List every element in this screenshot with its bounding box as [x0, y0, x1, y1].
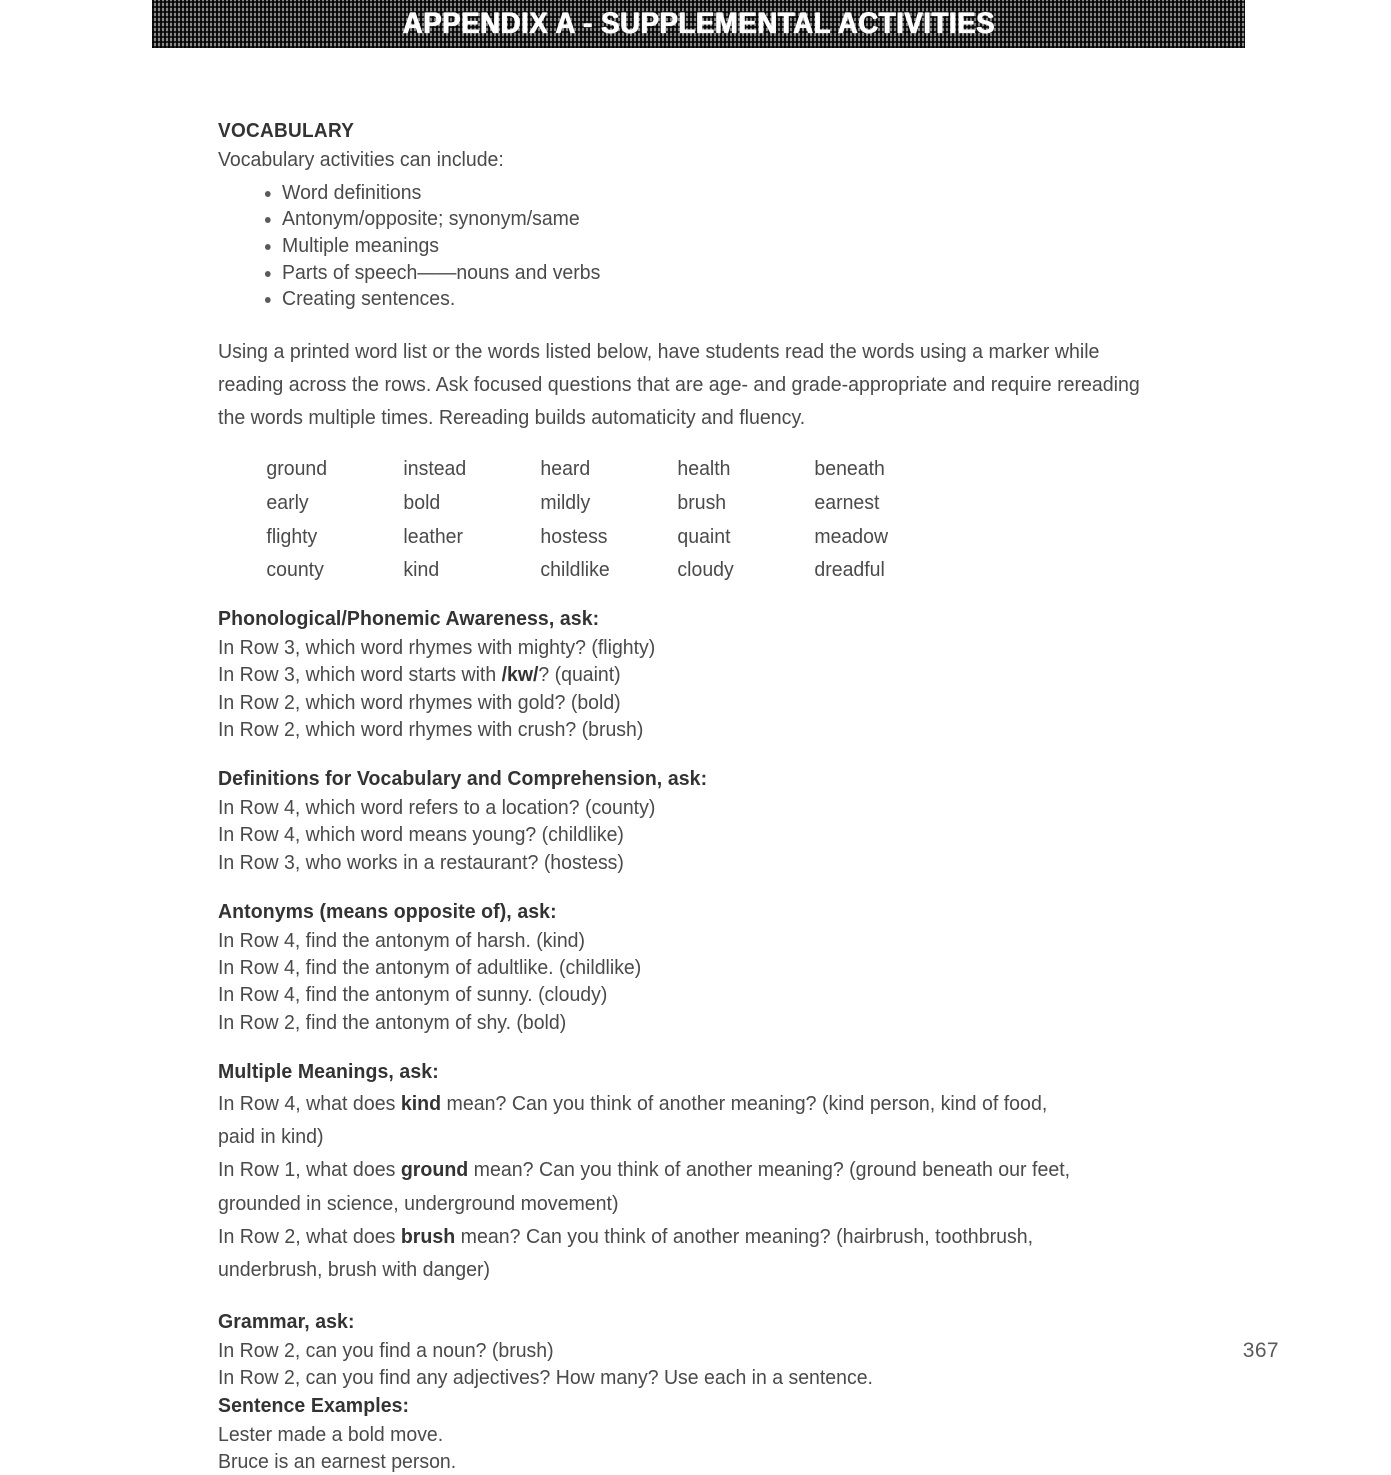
word-cell: earnest [814, 491, 880, 515]
sentence-examples-heading: Sentence Examples: [218, 1393, 410, 1417]
mm-pre: In Row 1, what does [218, 1158, 401, 1182]
antonyms-line: In Row 4, find the antonym of harsh. (kind) [218, 928, 585, 952]
word-cell: county [266, 558, 324, 582]
antonyms-line: In Row 4, find the antonym of adultlike. (childlike) [218, 956, 642, 980]
grammar-line: In Row 2, can you find a noun? (brush) [218, 1339, 554, 1363]
mm-post: mean? Can you think of another meaning? (hairbrush, toothbrush, underbrush, brush with danger) [218, 1224, 1034, 1281]
vocabulary-heading: VOCABULARY [218, 120, 355, 142]
table-row [263, 490, 948, 524]
word-cell: ground [266, 457, 328, 481]
word-list-grid [263, 456, 948, 591]
sentence-example: Lester made a bold move. [218, 1422, 444, 1446]
spacer [218, 743, 1158, 765]
phonological-line: In Row 2, which word rhymes with gold? (bold) [218, 690, 621, 714]
mm-word: kind [400, 1091, 442, 1115]
word-cell: mildly [540, 491, 591, 515]
phonological-line: In Row 3, which word rhymes with mighty? (flighty) [218, 636, 656, 660]
table-row [263, 557, 948, 591]
page-number: 367 [1242, 1339, 1279, 1362]
word-cell: flighty [266, 524, 318, 548]
spacer [218, 591, 1158, 605]
mm-pre: In Row 4, what does [218, 1091, 401, 1115]
antonyms-heading: Antonyms (means opposite of), ask: [218, 899, 557, 923]
spacer [218, 876, 1158, 898]
multiple-meanings-heading: Multiple Meanings, ask: [218, 1059, 439, 1083]
word-cell: dreadful [814, 558, 885, 582]
mm-post: mean? Can you think of another meaning? (ground beneath our feet, grounded in science, underground movement) [218, 1158, 1071, 1215]
mm-word: brush [400, 1224, 456, 1248]
list-item: Multiple meanings [264, 233, 1113, 260]
word-cell: meadow [814, 524, 889, 548]
word-cell: beneath [814, 457, 885, 481]
grammar-line: In Row 2, can you find any adjectives? How many? Use each in a sentence. [218, 1366, 873, 1390]
list-item: Antonym/opposite; synonym/same [264, 206, 1113, 233]
list-item: Creating sentences. [264, 286, 1113, 313]
table-row [263, 524, 948, 558]
table-row [263, 456, 948, 490]
word-cell: hostess [540, 524, 608, 548]
word-cell: kind [403, 558, 440, 582]
page-title: APPENDIX A - SUPPLEMENTAL ACTIVITIES [402, 7, 995, 40]
word-cell: leather [403, 524, 463, 548]
phonological-heading: Phonological/Phonemic Awareness, ask: [218, 607, 600, 631]
mm-word: ground [400, 1158, 469, 1182]
kw-line-post: ? (quaint) [538, 663, 621, 687]
word-cell: cloudy [677, 558, 734, 582]
list-item: Word definitions [264, 180, 1113, 207]
vocabulary-intro: Vocabulary activities can include: [218, 148, 504, 172]
phonological-line-kw [218, 661, 1111, 688]
vocabulary-paragraph: Using a printed word list or the words listed below, have students read the words using a marker while reading across the rows. Ask focused questions that are age- and grade-appropriate and require rereading the words multiple times. Rereading builds automaticity and fluency. [218, 339, 1140, 430]
vocabulary-bullet-list [218, 180, 1158, 313]
kw-phoneme: /kw/ [501, 663, 539, 687]
sentence-example: Bruce is an earnest person. [218, 1450, 457, 1474]
word-cell: heard [540, 457, 591, 481]
word-cell: childlike [540, 558, 610, 582]
spacer [218, 1036, 1158, 1058]
word-cell: bold [403, 491, 441, 515]
multiple-meanings-item [218, 1220, 1078, 1286]
word-cell: early [266, 491, 309, 515]
spacer [218, 313, 1158, 335]
multiple-meanings-item [218, 1087, 1078, 1153]
definitions-heading: Definitions for Vocabulary and Comprehension, ask: [218, 767, 708, 791]
word-cell: quaint [677, 524, 731, 548]
definitions-line: In Row 4, which word means young? (childlike) [218, 823, 624, 847]
definitions-line: In Row 3, who works in a restaurant? (hostess) [218, 850, 624, 874]
word-cell: instead [403, 457, 467, 481]
word-cell: brush [677, 491, 727, 515]
phonological-line: In Row 2, which word rhymes with crush? (brush) [218, 717, 644, 741]
multiple-meanings-item [218, 1153, 1078, 1219]
mm-post: mean? Can you think of another meaning? (kind person, kind of food, paid in kind) [218, 1091, 1048, 1149]
definitions-line: In Row 4, which word refers to a location? (county) [218, 796, 656, 820]
word-cell: health [677, 457, 731, 481]
kw-line-pre: In Row 3, which word starts with [218, 663, 502, 687]
antonyms-line: In Row 2, find the antonym of shy. (bold) [218, 1010, 567, 1034]
spacer [218, 1286, 1158, 1308]
appendix-header-band [152, 0, 1245, 48]
grammar-heading: Grammar, ask: [218, 1310, 355, 1334]
page-content [218, 118, 1158, 1475]
antonyms-line: In Row 4, find the antonym of sunny. (cloudy) [218, 983, 608, 1007]
list-item: Parts of speech——nouns and verbs [264, 260, 1113, 287]
mm-pre: In Row 2, what does [218, 1224, 401, 1248]
